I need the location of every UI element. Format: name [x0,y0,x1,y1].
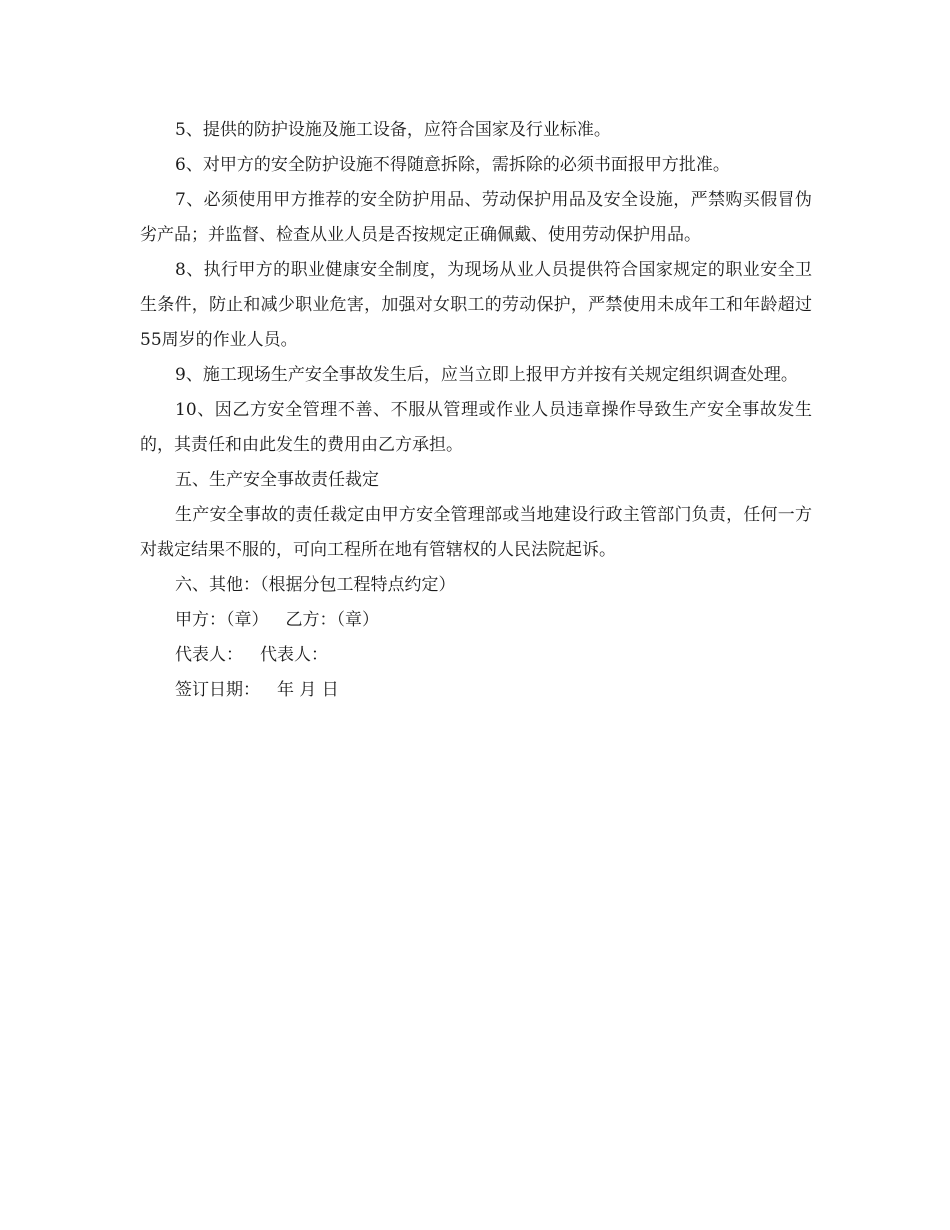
party-b-representative: 代表人： [260,645,328,665]
clause-5: 5、提供的防护设施及施工设备，应符合国家及行业标准。 [175,120,611,140]
signing-date-value: 年 月 日 [277,680,339,700]
clause-8: 8、执行甲方的职业健康安全制度，为现场从业人员提供符合国家规定的职业安全卫生条件，防止和减少职业危害，加强对女职工的劳动保护，严禁使用未成年工和年龄超过55周岁的作业人员。 [140,260,812,350]
signature-parties-line [140,603,812,638]
party-a-representative: 代表人： [175,645,243,665]
clause-7: 7、必须使用甲方推荐的安全防护用品、劳动保护用品及安全设施，严禁购买假冒伪劣产品；并监督、检查从业人员是否按规定正确佩戴、使用劳动保护用品。 [140,190,812,245]
party-b-seal: 乙方：（章） [285,610,379,630]
section-six-heading: 六、其他：（根据分包工程特点约定） [175,575,456,595]
section-five-body: 生产安全事故的责任裁定由甲方安全管理部或当地建设行政主管部门负责，任何一方对裁定结果不服的，可向工程所在地有管辖权的人民法院起诉。 [140,505,812,560]
party-a-seal: 甲方：（章） [175,610,269,630]
clause-6: 6、对甲方的安全防护设施不得随意拆除，需拆除的必须书面报甲方批准。 [175,155,730,175]
document-body [140,113,812,708]
section-five-heading: 五、生产安全事故责任裁定 [175,470,379,490]
signing-date-label: 签订日期： [175,680,260,700]
signing-date-line [140,673,812,708]
clause-10: 10、因乙方安全管理不善、不服从管理或作业人员违章操作导致生产安全事故发生的，其责任和由此发生的费用由乙方承担。 [140,400,812,455]
clause-9: 9、施工现场生产安全事故发生后，应当立即上报甲方并按有关规定组织调查处理。 [175,365,798,385]
signature-representatives-line [140,638,812,673]
